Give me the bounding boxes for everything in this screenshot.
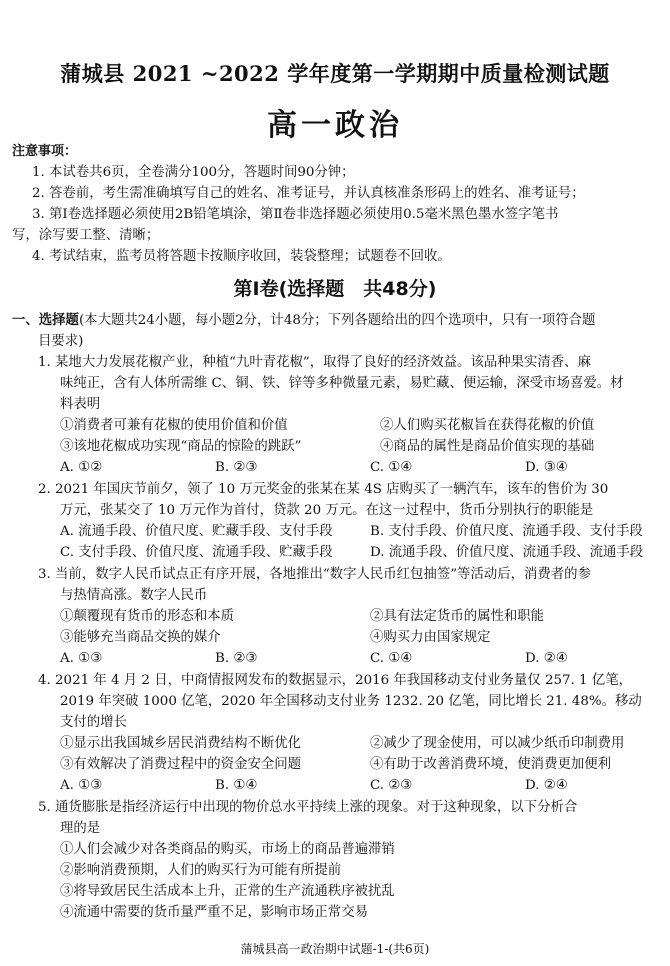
question-stem: 料表明 xyxy=(60,397,101,412)
statement: ③有效解决了消费过程中的资金安全问题 xyxy=(60,757,302,772)
statement: ④商品的属性是商品价值实现的基础 xyxy=(380,439,595,454)
answer-choice: C. 支付手段、价值尺度、流通手段、贮藏手段 xyxy=(60,545,333,560)
notes-heading: 注意事项： xyxy=(12,144,78,159)
part-one-desc: (本大题共24小题，每小题2分，计48分；下列各题给出的四个选项中，只有一项符合题 xyxy=(78,313,596,328)
question-stem: 5. 通货膨胀是指经济运行中出现的物价总水平持续上涨的现象。对于这种现象，以下分析合 xyxy=(38,800,578,815)
answer-choice: B. ②③ xyxy=(215,460,258,475)
statement: ②具有法定货币的属性和职能 xyxy=(370,609,545,624)
question-stem: 2019 年突破 1000 亿笔，2020 年全国移动支付业务 1232. 20 亿笔，同比增长 21. 48%。移动 xyxy=(60,694,642,709)
statement: ③能够充当商品交换的媒介 xyxy=(60,630,221,645)
statement: ③将导致居民生活成本上升，正常的生产流通秩序被扰乱 xyxy=(60,884,395,899)
answer-choice: D. 流通手段、价值尺度、流通手段、流通手段 xyxy=(370,545,644,560)
question-stem: 2. 2021 年国庆节前夕，领了 10 万元奖金的张某在某 4S 店购买了一辆汽车，该车的售价为 30 xyxy=(38,482,609,497)
question-stem: 1. 某地大力发展花椒产业，种植“九叶青花椒”，取得了良好的经济效益。该品种果实清香、麻 xyxy=(38,355,591,370)
note-item: 2. 答卷前，考生需准确填写自己的姓名、准考证号，并认真核准条形码上的姓名、准考证号； xyxy=(32,186,585,201)
answer-choice: A. ①② xyxy=(60,460,103,475)
question-stem: 味纯正，含有人体所需维 C、铜、铁、锌等多种微量元素，易贮藏、便运输，深受市场喜爱。材 xyxy=(60,376,624,391)
statement: ④流通中需要的货币量严重不足，影响市场正常交易 xyxy=(60,905,368,920)
statement: ①颠覆现有货币的形态和本质 xyxy=(60,609,235,624)
note-item: 3. 第Ⅰ卷选择题必须使用2B铅笔填涂，第Ⅱ卷非选择题必须使用0.5毫米黑色墨水签字笔书 xyxy=(32,207,559,222)
statement: ②人们购买花椒旨在获得花椒的价值 xyxy=(380,418,595,433)
answer-choice: A. ①③ xyxy=(60,778,103,793)
note-item: 1. 本试卷共6页，全卷满分100分，答题时间90分钟； xyxy=(32,165,355,180)
part-one-instruction xyxy=(12,310,595,331)
answer-choice: B. ①④ xyxy=(215,778,258,793)
part-one-label: 一、选择题 xyxy=(12,312,79,328)
question-stem: 支付的增长 xyxy=(60,715,127,730)
statement: ②影响消费预期，人们的购买行为可能有所提前 xyxy=(60,863,342,878)
exam-title: 蒲城县 2021 ~2022 学年度第一学期期中质量检测试题 xyxy=(60,61,610,86)
note-item: 4. 考试结束，监考员将答题卡按顺序收回，装袋整理；试题卷不回收。 xyxy=(32,249,451,264)
statement: ①消费者可兼有花椒的使用价值和价值 xyxy=(60,418,288,433)
answer-choice: B. 支付手段、价值尺度、流通手段、支付手段 xyxy=(370,524,643,539)
question-stem: 4. 2021 年 4 月 2 日，中商情报网发布的数据显示，2016 年我国移动支付业务量仅 257. 1 亿笔， xyxy=(38,673,632,688)
answer-choice: A. ①③ xyxy=(60,651,103,666)
statement: ④购买力由国家规定 xyxy=(370,630,491,645)
answer-choice: D. ③④ xyxy=(525,460,568,475)
part-one-desc-cont: 目要求) xyxy=(38,334,84,349)
question-stem: 与热情高涨。数字人民币 xyxy=(60,588,208,603)
page-footer: 蒲城县高一政治期中试题-1-(共6页) xyxy=(240,942,430,956)
statement: ②减少了现金使用，可以减少纸币印制费用 xyxy=(370,736,625,751)
section-title: 第Ⅰ卷(选择题 共48分) xyxy=(233,278,437,300)
statement: ①显示出我国城乡居民消费结构不断优化 xyxy=(60,736,302,751)
answer-choice: C. ②③ xyxy=(370,778,413,793)
subject-title: 高一政治 xyxy=(267,108,403,143)
answer-choice: C. ①④ xyxy=(370,651,413,666)
statement: ①人们会减少对各类商品的购买，市场上的商品普遍滞销 xyxy=(60,842,395,857)
question-stem: 3. 当前，数字人民币试点正有序开展，各地推出“数字人民币红包抽签”等活动后，消费者的参 xyxy=(38,567,591,582)
statement: ③该地花椒成功实现“商品的惊险的跳跃” xyxy=(60,439,302,454)
answer-choice: C. ①④ xyxy=(370,460,413,475)
answer-choice: D. ②④ xyxy=(525,651,568,666)
answer-choice: D. ②④ xyxy=(525,778,568,793)
answer-choice: A. 流通手段、价值尺度、贮藏手段、支付手段 xyxy=(60,524,333,539)
statement: ④有助于改善消费环境，使消费更加便利 xyxy=(370,757,612,772)
question-stem: 万元，张某交了 10 万元作为首付，贷款 20 万元。在这一过程中，货币分别执行的职能是 xyxy=(60,503,594,518)
answer-choice: B. ②③ xyxy=(215,651,258,666)
note-item: 写，涂写要工整、清晰； xyxy=(12,228,160,243)
question-stem: 理的是 xyxy=(60,821,101,836)
